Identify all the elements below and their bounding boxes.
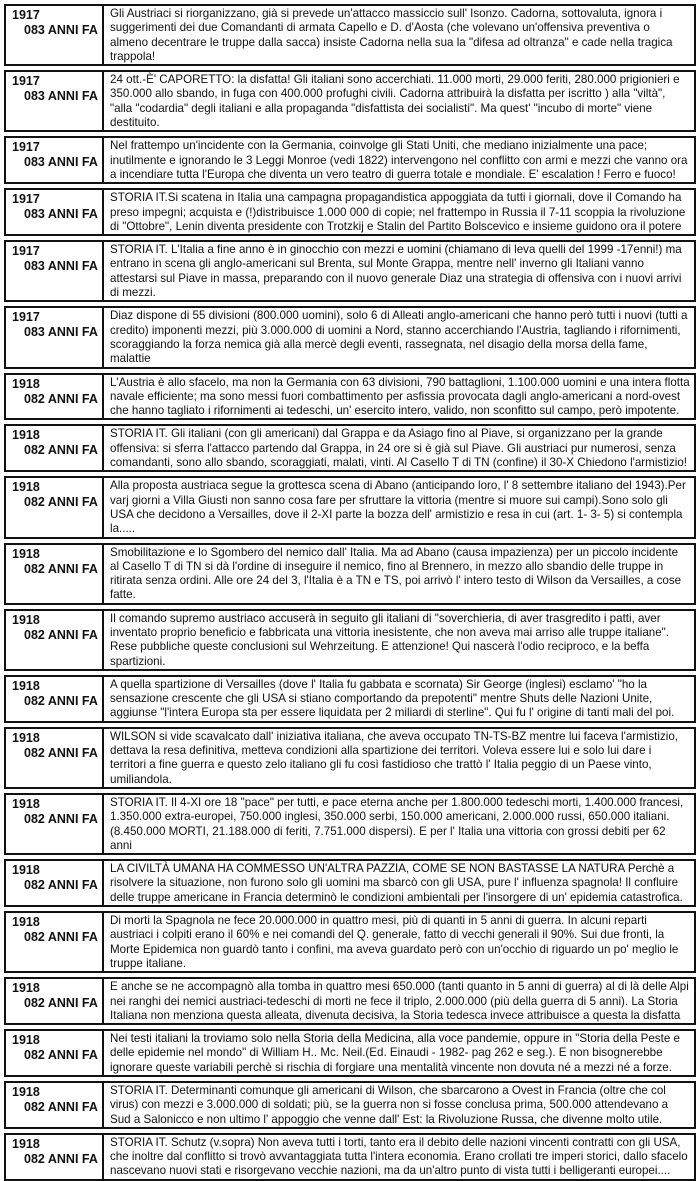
year-label: 1918: [12, 915, 40, 930]
years-ago-label: 083 ANNI FA: [24, 155, 98, 170]
timeline-row: [4, 240, 696, 302]
years-ago-label: 082 ANNI FA: [24, 1151, 98, 1166]
years-ago-label: 082 ANNI FA: [24, 391, 98, 406]
timeline-row: [4, 306, 696, 368]
timeline-table: [4, 4, 696, 1181]
timeline-row: [4, 1081, 696, 1129]
entry-text: Gli Austriaci si riorganizzano, già si prevede un'attacco massiccio sull' Isonzo. Cadorna, sottovaluta, ignora i suggerimenti dei due Comandanti di armata Capello e D. d'Aosta (che volevano un'offensiva preventiva o almeno decentrare le truppe dalla sacca) insiste Cadorna nella sua la "difesa ad oltranza" e cade nella tragica trappola!: [110, 7, 673, 63]
years-ago-label: 082 ANNI FA: [24, 627, 98, 642]
date-cell: [6, 795, 104, 853]
years-ago-label: 082 ANNI FA: [24, 1100, 98, 1114]
entry-text: STORIA IT. Gli italiani (con gli americani) dal Grappa e da Asiago fino al Piave, si organizzano per la grande offensiva: si sferra l'attacco partendo dal Grappa, in 24 ore si è già sul Piave. Gli austriaci pur numerosi, senza comandanti, sono allo sbando, scoraggiati, malati, vinti. Al Casello T di TN (confine) il 30-X Chiedono l'armistizio!: [110, 427, 688, 470]
timeline-row: [4, 373, 696, 421]
years-ago-label: 083 ANNI FA: [24, 89, 98, 104]
years-ago-label: 083 ANNI FA: [24, 325, 98, 340]
timeline-row: [4, 727, 696, 789]
year-label: 1918: [12, 796, 40, 811]
entry-text: STORIA IT. Schutz (v.sopra) Non aveva tutti i torti, tanto era il debito delle nazioni vincenti contratti con gli USA, che inoltre dal conflitto si trovò avvantaggiata tutta l'intera economia. Erano crollati tre imperi storici, dallo sfacelo nascevano nuovi stati e risorgevano vecchie nazioni, ma da un'altro punto di vista tutti i belligeranti europei....: [110, 1135, 688, 1178]
entry-text: A quella spartizione di Versailles (dove l' Italia fu gabbata e scornata) Sir George (inglesi) esclamo' "ho la sensazione crescente che gli USA si stiano comportando da prepotenti" mentre Shuts delle Nazioni Unite, aggiunse "l'intera Europa sta per essere liquidata per 2 miliardi di sterline". Qui fu l' origine di tanti mali del poi.: [110, 677, 675, 720]
entry-text: 24 ott.-È' CAPORETTO: la disfatta! Gli italiani sono accerchiati. 11.000 morti, 29.000 feriti, 280.000 prigionieri e 350.000 allo sbando, in fuga con 400.000 profughi civili. Cadorna attribuirà la disfatta per iscritto ) alla "viltà", "alla "codardia" degli italiani e alla propaganda "disfattista dei socialisti". Ma quest' "incubo di morte" viene destituito.: [110, 73, 680, 130]
entry-text: Nei testi italiani la troviamo solo nella Storia della Medicina, alla voce pandemie, oppure in "Storia della Peste e delle epidemie nel mondo" di William H.. Mc. Neil.(Ed. Einaudi - 1982- pag 262 e seg.). E non bisognerebbe ignorare queste variabili perchè si rischia di forgiare una mentalità vincente non dovuta né a mezzi né a forze.: [110, 1032, 680, 1074]
timeline-row: [4, 1029, 696, 1077]
years-ago-label: 082 ANNI FA: [24, 996, 98, 1011]
date-cell: [6, 478, 104, 536]
entry-text: L'Austria è allo sfacelo, ma non la Germania con 63 divisioni, 790 battaglioni, 1.100.000 uomini e una intera flotta navale efficiente; ma sono messi fuori combattimento per asfissia provocata dagli anglo-americani a nord-ovest che hanno tagliato i rifornimenti ai tedeschi, un' esercito intero, valido, non sconfitto sul campo, però impotente.: [110, 375, 690, 418]
entry-text: Il comando supremo austriaco accuserà in seguito gli italiani di "soverchieria, di aver trasgredito i patti, aver inventato proprio beneficio e fabbricata una vittoria inesistente, che non aveva mai arriso alle truppe italiane". Rese pubbliche queste conclusioni sul Wehrzeitung. E attenzione! Qui nascerà l'odio reciproco, e la beffa spartizioni.: [110, 611, 670, 668]
year-label: 1917: [12, 244, 40, 259]
timeline-row: [4, 977, 696, 1025]
year-label: 1918: [12, 981, 40, 996]
years-ago-label: 083 ANNI FA: [24, 259, 98, 274]
entry-text: STORIA IT.Si scatena in Italia una campagna propagandistica appoggiata da tutti i giornali, dove il Comando ha preso impegni; acquista e (!)distribuisce 1.000 000 di copie; nel frattempo in Russia il 7-11 scoppia la rivoluzione di "Ottobre", Lenin diventa presidente con Trotzkij e Stalin del Partito Bolscevico e insieme guidono ora il potere: [110, 191, 686, 233]
year-label: 1918: [12, 1136, 40, 1151]
date-cell: [6, 1135, 104, 1179]
year-label: 1918: [12, 546, 40, 561]
year-label: 1918: [12, 678, 40, 693]
years-ago-label: 082 ANNI FA: [24, 495, 98, 510]
date-cell: [6, 426, 104, 470]
entry-text: STORIA IT. Determinanti comunque gli americani di Wilson, che sbarcarono a Ovest in Francia (oltre che col virus) con mezzi e 3.000.000 di soldati; più, se la guerra non si fosse conclusa prima, 500.000 attendevano a Sud a Salonicco e non ultimo l' appoggio che venne dall' Est: la Rivoluzione Russa, che divenne molto utile.: [110, 1084, 669, 1126]
year-label: 1918: [12, 428, 40, 443]
date-cell: [6, 913, 104, 971]
year-label: 1918: [12, 1033, 40, 1048]
timeline-row: [4, 859, 696, 907]
date-cell: [6, 1031, 104, 1075]
timeline-row: [4, 543, 696, 605]
date-cell: [6, 677, 104, 721]
year-label: 1917: [12, 8, 40, 22]
year-label: 1918: [12, 1085, 40, 1099]
years-ago-label: 083 ANNI FA: [24, 207, 98, 222]
year-label: 1917: [12, 310, 40, 325]
years-ago-label: 082 ANNI FA: [24, 930, 98, 945]
years-ago-label: 083 ANNI FA: [24, 23, 98, 37]
years-ago-label: 082 ANNI FA: [24, 1048, 98, 1063]
year-label: 1918: [12, 730, 40, 745]
years-ago-label: 082 ANNI FA: [24, 561, 98, 576]
entry-text: Alla proposta austriaca segue la grottesca scena di Abano (anticipando loro, l' 8 settembre italiano del 1943).Per varj giorni a Villa Giusti non sanno cosa fare per sfruttare la vittoria (mentre si muore sui campi).Sono solo gli USA che decidono a Versailles, dove il 2-XI parte la bozza dell' armistizio e resa in cui (art. 1- 3- 5) si contempla la.....: [110, 479, 686, 536]
date-cell: [6, 72, 104, 130]
timeline-row: [4, 911, 696, 973]
timeline-row: [4, 675, 696, 723]
date-cell: [6, 729, 104, 787]
entry-text: Diaz dispone di 55 divisioni (800.000 uomini), solo 6 di Alleati anglo-americani che hanno però tutti i nuovi (tutti a credito) imponenti mezzi, più 3.000.000 di uomini a Nord, stanno accerchiando l'Austria, tagliando i rifornimenti, scoraggiando la forza nemica già alla mercè degli eventi, rassegnata, nel disagio della morsa della fame, malattie: [110, 309, 688, 366]
date-cell: [6, 308, 104, 366]
timeline-row: [4, 188, 696, 236]
years-ago-label: 082 ANNI FA: [24, 811, 98, 826]
date-cell: [6, 375, 104, 419]
entry-text: E anche se ne accompagnò alla tomba in quattro mesi 650.000 (tanti quanto in 5 anni di guerra) al di là delle Alpi nei ranghi dei nemici austriaci-tedeschi di morti ne fece il triplo, 2.000.000 (più della guerra di 5 anni). La Storia Italiana non menziona questa alleata, divenuta decisiva, la Storia tedesca invece attribuisce a questa la disfatta: [110, 980, 689, 1022]
year-label: 1918: [12, 376, 40, 391]
date-cell: [6, 545, 104, 603]
entry-text: WILSON si vide scavalcato dall' iniziativa italiana, che aveva occupato TN-TS-BZ mentre lui faceva l'armistizio, dettava la resa definitiva, metteva condizioni alla spartizione dei territori. Voleva essere lui e solo lui dare i territori a fine guerra e questo zelo italiano gli fu così fastidioso che trattò l' Italia peggio di un Paese vinto, umiliandola.: [110, 729, 679, 786]
timeline-row: [4, 609, 696, 671]
timeline-row: [4, 424, 696, 472]
entry-text: Nel frattempo un'incidente con la Germania, coinvolge gli Stati Uniti, che mediano inizialmente una pace; inutilmente e ignorando le 3 Leggi Monroe (vedi 1822) intervengono nel conflitto con armi e mezzi che vanno ora a incendiare tutta l'Europa che diventa un vero teatro di guerra totale e mondiale. E' escalation ! Ferro e fuoco!: [110, 139, 688, 181]
entry-text: STORIA IT. Il 4-XI ore 18 "pace" per tutti, e pace eterna anche per 1.800.000 tedeschi morti, 1.400.000 francesi, 1.350.000 extra-europei, 750.000 inglesi, 350.000 serbi, 150.000 americani, 2.000.000 russi, 650.000 italiani. (8.450.000 MORTI, 21.188.000 di feriti, 7.751.000 dispersi). E per l' Italia una vittoria con grossi debiti per 62 anni: [110, 795, 684, 852]
year-label: 1917: [12, 140, 40, 155]
date-cell: [6, 190, 104, 234]
timeline-row: [4, 1133, 696, 1181]
timeline-row: [4, 476, 696, 538]
year-label: 1918: [12, 612, 40, 627]
year-label: 1917: [12, 192, 40, 207]
year-label: 1918: [12, 863, 40, 878]
year-label: 1918: [12, 480, 40, 495]
timeline-row: [4, 4, 696, 66]
years-ago-label: 082 ANNI FA: [24, 745, 98, 760]
years-ago-label: 082 ANNI FA: [24, 693, 98, 708]
entry-text: Smobilitazione e lo Sgombero del nemico dall' Italia. Ma ad Abano (causa impazienza) per un piccolo incidente al Casello T di TN si dà l'ordine di inseguire il nemico, fino al Brennero, in mezzo allo sbandio delle truppe in ritirata senza ordini. Alle ore 24 del 3, l'Italia è a TN e TS, poi arrivò l' intero testo di Wilson da Versailles, a cose fatte.: [110, 545, 682, 602]
date-cell: [6, 861, 104, 905]
date-cell: [6, 6, 104, 64]
years-ago-label: 082 ANNI FA: [24, 878, 98, 893]
years-ago-label: 082 ANNI FA: [24, 443, 98, 458]
entry-text: Di morti la Spagnola ne fece 20.000.000 in quattro mesi, più di quanti in 5 anni di guerra. In alcuni reparti austriaci i colpiti erano il 60% e nei comandi del Q. generale, fatto di vecchi generali il 90%. Sui due fronti, la Morte Epidemica non guardò tanto i confini, ma aveva guardato però con un'occhio di riguardo un po' meglio le truppe italiane.: [110, 914, 679, 970]
year-label: 1917: [12, 74, 40, 89]
timeline-row: [4, 793, 696, 855]
date-cell: [6, 611, 104, 669]
date-cell: [6, 242, 104, 300]
entry-text: STORIA IT. L'Italia a fine anno è in ginocchio con mezzi e uomini (chiamano di leva quelli del 1999 -17enni!) ma entrano in scena gli anglo-americani sul Brenta, sul Monte Grappa, mentre nell' inverno gli Italiani vanno attestarsi sul Piave in massa, preparando con il nuovo generale Diaz una strategia di offensiva con i nuovi arrivi di mezzi.: [110, 243, 682, 300]
date-cell: [6, 979, 104, 1023]
timeline-row: [4, 136, 696, 184]
date-cell: [6, 138, 104, 182]
entry-text: LA CIVILTÀ UMANA HA COMMESSO UN'ALTRA PAZZIA, COME SE NON BASTASSE LA NATURA Perchè a risolvere la situazione, non furono solo gli uomini ma sbarcò con gli USA, pure l' influenza spagnola! Il confluire delle truppe americane in Francia determinò le condizioni ambientali per l'insorgere di un' epidemia catastrofica.: [110, 862, 683, 904]
date-cell: [6, 1083, 104, 1127]
timeline-row: [4, 70, 696, 132]
